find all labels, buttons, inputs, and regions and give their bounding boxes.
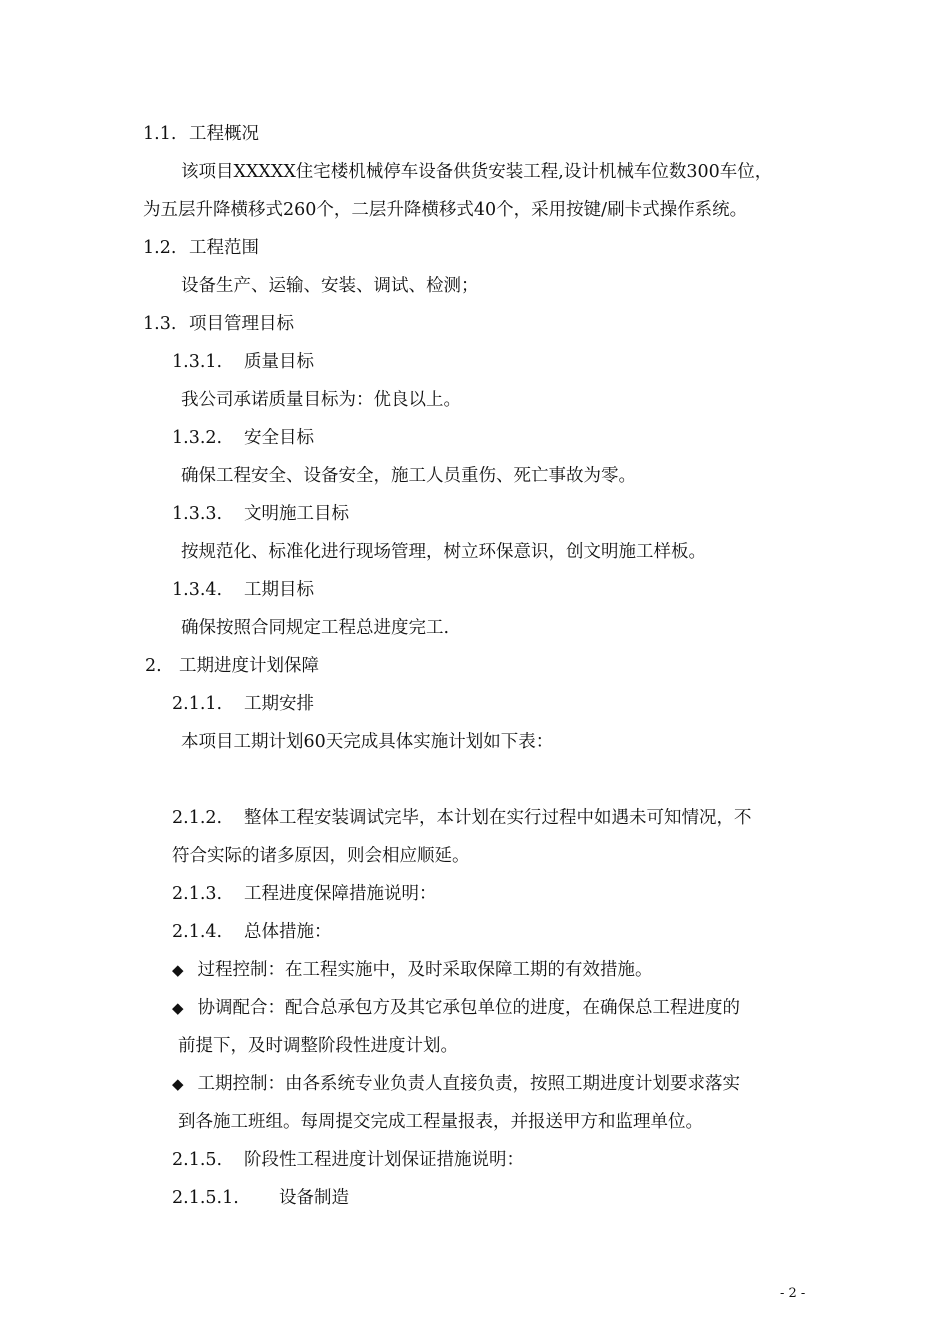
paragraph: 确保工程安全、设备安全，施工人员重伤、死亡事故为零。 bbox=[181, 466, 636, 486]
heading-title: 工程概况 bbox=[189, 124, 259, 144]
diamond-bullet-icon: ◆ bbox=[172, 961, 184, 979]
heading-number: 1.3. bbox=[143, 314, 177, 334]
paragraph: 我公司承诺质量目标为：优良以上。 bbox=[181, 390, 461, 410]
heading-title: 工程范围 bbox=[189, 238, 259, 258]
heading-1-1 bbox=[143, 122, 259, 146]
heading-2-1-4 bbox=[172, 920, 332, 944]
heading-number: 1.3.4. bbox=[172, 580, 223, 600]
heading-1-3-1 bbox=[172, 350, 314, 374]
heading-2-1-2 bbox=[172, 806, 752, 830]
paragraph: 符合实际的诸多原因，则会相应顺延。 bbox=[172, 846, 470, 866]
bullet-text: 工期控制：由各系统专业负责人直接负责，按照工期进度计划要求落实 bbox=[197, 1074, 741, 1094]
page-number: - 2 - bbox=[780, 1286, 806, 1301]
paragraph: 本项目工期计划60天完成具体实施计划如下表： bbox=[181, 732, 554, 752]
heading-1-3-4 bbox=[172, 578, 314, 602]
heading-2-1-1 bbox=[172, 692, 314, 716]
heading-number: 1.1. bbox=[143, 124, 177, 144]
heading-title: 阶段性工程进度计划保证措施说明： bbox=[244, 1150, 524, 1170]
heading-1-2 bbox=[143, 236, 259, 260]
heading-number: 2.1.1. bbox=[172, 694, 223, 714]
heading-title: 质量目标 bbox=[244, 352, 314, 372]
heading-number: 2.1.5.1. bbox=[172, 1188, 239, 1208]
bullet-continuation: 到各施工班组。每周提交完成工程量报表，并报送甲方和监理单位。 bbox=[178, 1112, 703, 1132]
bullet-text: 协调配合：配合总承包方及其它承包单位的进度，在确保总工程进度的 bbox=[197, 998, 741, 1018]
bullet-item bbox=[172, 958, 653, 982]
heading-title: 整体工程安装调试完毕，本计划在实行过程中如遇未可知情况，不 bbox=[244, 808, 752, 828]
heading-title: 项目管理目标 bbox=[189, 314, 294, 334]
heading-2-1-3 bbox=[172, 882, 437, 906]
heading-title: 设备制造 bbox=[279, 1188, 349, 1208]
heading-1-3-2 bbox=[172, 426, 314, 450]
bullet-continuation: 前提下，及时调整阶段性进度计划。 bbox=[178, 1036, 458, 1056]
heading-title: 工期进度计划保障 bbox=[179, 656, 319, 676]
paragraph: 设备生产、运输、安装、调试、检测； bbox=[181, 276, 479, 296]
heading-2-1-5-1 bbox=[172, 1186, 349, 1210]
paragraph: 确保按照合同规定工程总进度完工. bbox=[181, 618, 450, 638]
heading-number: 2.1.2. bbox=[172, 808, 223, 828]
paragraph: 该项目XXXXX住宅楼机械停车设备供货安装工程,设计机械车位数300车位， bbox=[181, 162, 773, 182]
heading-title: 工程进度保障措施说明： bbox=[244, 884, 437, 904]
heading-title: 安全目标 bbox=[244, 428, 314, 448]
bullet-item bbox=[172, 996, 740, 1020]
heading-number: 1.3.2. bbox=[172, 428, 223, 448]
heading-number: 2.1.5. bbox=[172, 1150, 223, 1170]
bullet-text: 过程控制：在工程实施中，及时采取保障工期的有效措施。 bbox=[197, 960, 653, 980]
diamond-bullet-icon: ◆ bbox=[172, 1075, 184, 1093]
heading-1-3-3 bbox=[172, 502, 349, 526]
heading-2-1-5 bbox=[172, 1148, 524, 1172]
paragraph: 按规范化、标准化进行现场管理，树立环保意识，创文明施工样板。 bbox=[181, 542, 706, 562]
heading-number: 2. bbox=[145, 656, 162, 676]
heading-title: 总体措施： bbox=[244, 922, 332, 942]
heading-number: 2.1.4. bbox=[172, 922, 223, 942]
bullet-item bbox=[172, 1072, 740, 1096]
heading-number: 1.3.1. bbox=[172, 352, 223, 372]
heading-number: 1.3.3. bbox=[172, 504, 223, 524]
paragraph: 为五层升降横移式260个，二层升降横移式40个，采用按键/刷卡式操作系统。 bbox=[143, 200, 748, 220]
diamond-bullet-icon: ◆ bbox=[172, 999, 184, 1017]
heading-1-3 bbox=[143, 312, 294, 336]
heading-title: 工期目标 bbox=[244, 580, 314, 600]
heading-title: 文明施工目标 bbox=[244, 504, 349, 524]
heading-2 bbox=[145, 654, 319, 678]
heading-number: 1.2. bbox=[143, 238, 177, 258]
heading-title: 工期安排 bbox=[244, 694, 314, 714]
heading-number: 2.1.3. bbox=[172, 884, 223, 904]
